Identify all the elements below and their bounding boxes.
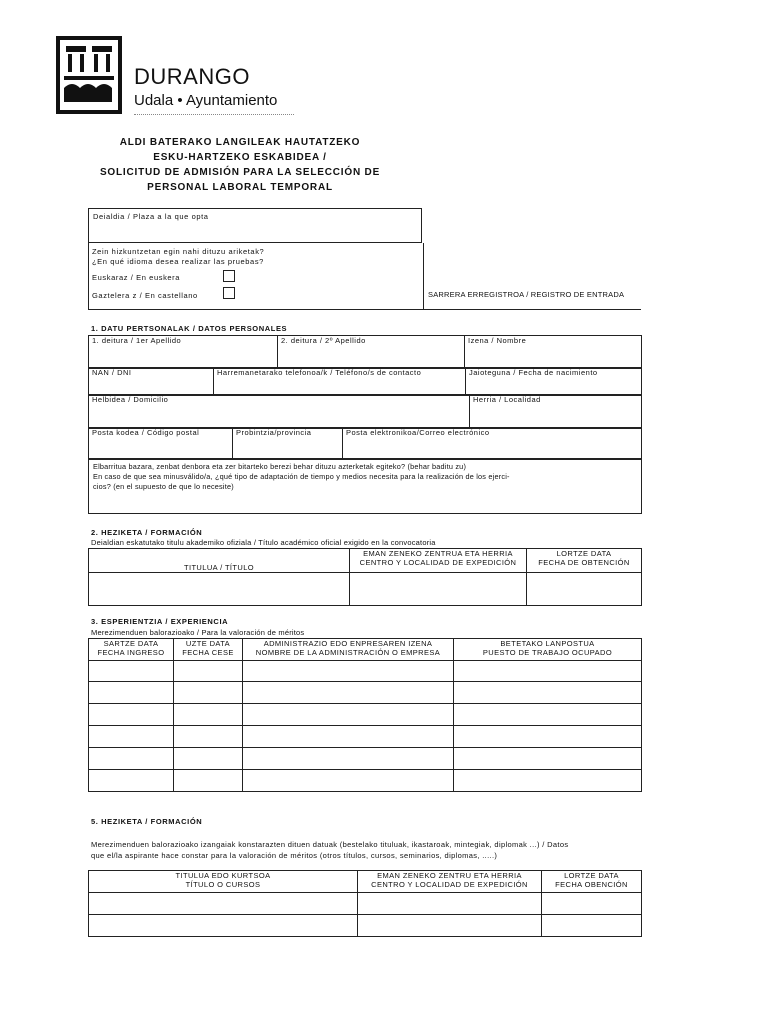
brand-dotted-rule (134, 114, 294, 115)
experience-row[interactable] (89, 661, 642, 682)
training-cell[interactable] (89, 915, 358, 937)
dni-label: NAN / DNI (92, 368, 132, 377)
experience-cell[interactable] (243, 704, 454, 726)
experience-cell[interactable] (243, 726, 454, 748)
experience-cell[interactable] (89, 770, 174, 792)
name-label: Izena / Nombre (468, 336, 527, 345)
surname2-field[interactable] (278, 336, 465, 369)
experience-col-end-eu: UZTE DATA (185, 639, 231, 648)
education-col-center-eu: EMAN ZENEKO ZENTRUA ETA HERRIA (363, 549, 513, 558)
euskera-checkbox[interactable] (223, 270, 235, 282)
surname1-label: 1. deitura / 1er Apellido (92, 336, 182, 345)
title-line-3: SOLICITUD DE ADMISIÓN PARA LA SELECCIÓN DE (99, 167, 381, 178)
province-field[interactable] (233, 428, 343, 460)
experience-col-company-eu: ADMINISTRAZIO EDO ENPRESAREN IZENA (263, 639, 433, 648)
education-col-date-es: FECHA DE OBTENCIÓN (538, 558, 630, 567)
experience-cell[interactable] (174, 726, 243, 748)
education-date-cell[interactable] (527, 573, 642, 606)
experience-cell[interactable] (243, 770, 454, 792)
experience-col-end-es: FECHA CESE (182, 648, 234, 657)
experience-cell[interactable] (454, 661, 642, 682)
experience-row[interactable] (89, 748, 642, 770)
personal-heading: 1. DATU PERTSONALAK / DATOS PERSONALES (91, 324, 288, 333)
disability-field[interactable] (88, 458, 642, 514)
experience-cell[interactable] (454, 682, 642, 704)
experience-cell[interactable] (174, 661, 243, 682)
shield-logo-icon (56, 36, 122, 114)
education-subheading: Deialdian eskatutako titulu akademiko ofiziala / Título académico oficial exigido en la convocatoria (91, 538, 436, 547)
training-col-center-eu: EMAN ZENEKO ZENTRU ETA HERRIA (377, 871, 522, 880)
training-cell[interactable] (358, 893, 542, 915)
training-heading: 5. HEZIKETA / FORMACIÓN (91, 817, 203, 826)
castellano-checkbox[interactable] (223, 287, 235, 299)
experience-cell[interactable] (174, 770, 243, 792)
training-table (88, 870, 642, 937)
education-row[interactable] (89, 573, 642, 606)
surname2-label: 2. deitura / 2º Apellido (281, 336, 366, 345)
experience-table (88, 638, 642, 792)
plaza-field[interactable] (88, 208, 422, 243)
training-col-title-es: TÍTULO O CURSOS (185, 880, 261, 889)
address-label: Helbidea / Domicilio (92, 395, 169, 404)
education-title-cell[interactable] (89, 573, 350, 606)
training-cell[interactable] (542, 915, 642, 937)
training-cell[interactable] (542, 893, 642, 915)
experience-cell[interactable] (454, 770, 642, 792)
personal-table-row3 (88, 394, 642, 429)
experience-cell[interactable] (174, 748, 243, 770)
experience-cell[interactable] (454, 748, 642, 770)
experience-heading: 3. ESPERIENTZIA / EXPERIENCIA (91, 617, 229, 626)
surname1-field[interactable] (89, 336, 278, 369)
experience-row[interactable] (89, 726, 642, 748)
experience-cell[interactable] (454, 704, 642, 726)
training-row[interactable] (89, 915, 642, 937)
province-label: Probintzia/provincia (236, 428, 312, 437)
registry-divider (88, 309, 641, 310)
training-text-1: Merezimenduen balorazioako izangaiak konstarazten dituen datuak (bestelako tituluak, ikastaroak, mintegiak, diplomak ...) / Datos (91, 840, 569, 849)
education-col-title: TITULUA / TÍTULO (183, 563, 255, 572)
training-row[interactable] (89, 893, 642, 915)
language-option-castellano: Gaztelera z / En castellano (92, 291, 198, 300)
brand-name: DURANGO (134, 64, 250, 89)
email-label: Posta elektronikoa/Correo electrónico (346, 428, 490, 437)
personal-table-row2 (88, 367, 642, 396)
locality-label: Herria / Localidad (473, 395, 541, 404)
education-heading: 2. HEZIKETA / FORMACIÓN (91, 528, 203, 537)
title-line-1: ALDI BATERAKO LANGILEAK HAUTATZEKO (119, 137, 361, 148)
experience-col-start-es: FECHA INGRESO (97, 648, 165, 657)
training-cell[interactable] (89, 893, 358, 915)
training-text-2: que el/la aspirante hace constar para la valoración de méritos (otros títulos, cursos, seminarios, diplomas, .....) (91, 851, 498, 860)
experience-cell[interactable] (174, 704, 243, 726)
language-question-eu: Zein hizkuntzetan egin nahi dituzu ariketak? (92, 247, 265, 256)
form-title (80, 135, 400, 195)
experience-row[interactable] (89, 704, 642, 726)
brand-subtitle: Udala • Ayuntamiento (134, 92, 278, 109)
disability-text-es-2: cios? (en el supuesto de que lo necesite) (93, 482, 234, 491)
title-line-2: ESKU-HARTZEKO ESKABIDEA / (153, 152, 327, 163)
language-option-euskera: Euskaraz / En euskera (92, 273, 181, 282)
title-line-4: PERSONAL LABORAL TEMPORAL (147, 182, 333, 193)
experience-row[interactable] (89, 682, 642, 704)
experience-col-start-eu: SARTZE DATA (103, 639, 159, 648)
disability-text-es-1: En caso de que sea minusválido/a, ¿qué tipo de adaptación de tiempo y medios necesita para la realización de los ejerci- (93, 472, 510, 481)
personal-table-row1 (88, 335, 642, 369)
birthdate-field[interactable] (466, 368, 642, 396)
experience-col-position-es: PUESTO DE TRABAJO OCUPADO (482, 648, 613, 657)
experience-row[interactable] (89, 770, 642, 792)
birthdate-label: Jaioteguna / Fecha de nacimiento (469, 368, 598, 377)
phone-label: Harremanetarako telefonoa/k / Teléfono/s de contacto (217, 368, 422, 377)
plaza-label: Deialdia / Plaza a la que opta (93, 212, 209, 221)
training-col-center-es: CENTRO Y LOCALIDAD DE EXPEDICIÓN (371, 880, 528, 889)
durango-logo (56, 36, 122, 114)
training-col-date-es: FECHA OBENCIÓN (555, 880, 628, 889)
experience-col-company-es: NOMBRE DE LA ADMINISTRACIÓN O EMPRESA (255, 648, 441, 657)
training-cell[interactable] (358, 915, 542, 937)
education-col-date-eu: LORTZE DATA (556, 549, 612, 558)
training-col-title-eu: TITULUA EDO KURTSOA (175, 871, 271, 880)
experience-cell[interactable] (89, 682, 174, 704)
education-center-cell[interactable] (350, 573, 527, 606)
experience-cell[interactable] (89, 726, 174, 748)
language-question-es: ¿En qué idioma desea realizar las pruebas? (92, 257, 264, 266)
disability-text-eu: Elbarritua bazara, zenbat denbora eta zer bitarteko berezi behar dituzu azterketak egiteko? (behar baditu zu) (93, 462, 467, 471)
dni-field[interactable] (89, 368, 214, 396)
postal-label: Posta kodea / Código postal (92, 428, 200, 437)
education-col-center-es: CENTRO Y LOCALIDAD DE EXPEDICIÓN (359, 558, 517, 567)
locality-field[interactable] (470, 395, 642, 429)
phone-field[interactable] (214, 368, 466, 396)
education-table (88, 548, 642, 606)
postal-field[interactable] (89, 428, 233, 460)
email-field[interactable] (343, 428, 642, 460)
experience-cell[interactable] (89, 661, 174, 682)
experience-col-position-eu: BETETAKO LANPOSTUA (500, 639, 595, 648)
experience-cell[interactable] (89, 704, 174, 726)
experience-cell[interactable] (174, 682, 243, 704)
personal-table-row4 (88, 427, 642, 460)
experience-cell[interactable] (89, 748, 174, 770)
experience-cell[interactable] (454, 726, 642, 748)
experience-cell[interactable] (243, 661, 454, 682)
training-col-date-eu: LORTZE DATA (564, 871, 619, 880)
registry-label: SARRERA ERREGISTROA / REGISTRO DE ENTRADA (428, 290, 625, 299)
name-field[interactable] (465, 336, 642, 369)
experience-cell[interactable] (243, 682, 454, 704)
experience-subheading: Merezimenduen balorazioako / Para la valoración de méritos (91, 628, 305, 637)
address-field[interactable] (89, 395, 470, 429)
experience-cell[interactable] (243, 748, 454, 770)
